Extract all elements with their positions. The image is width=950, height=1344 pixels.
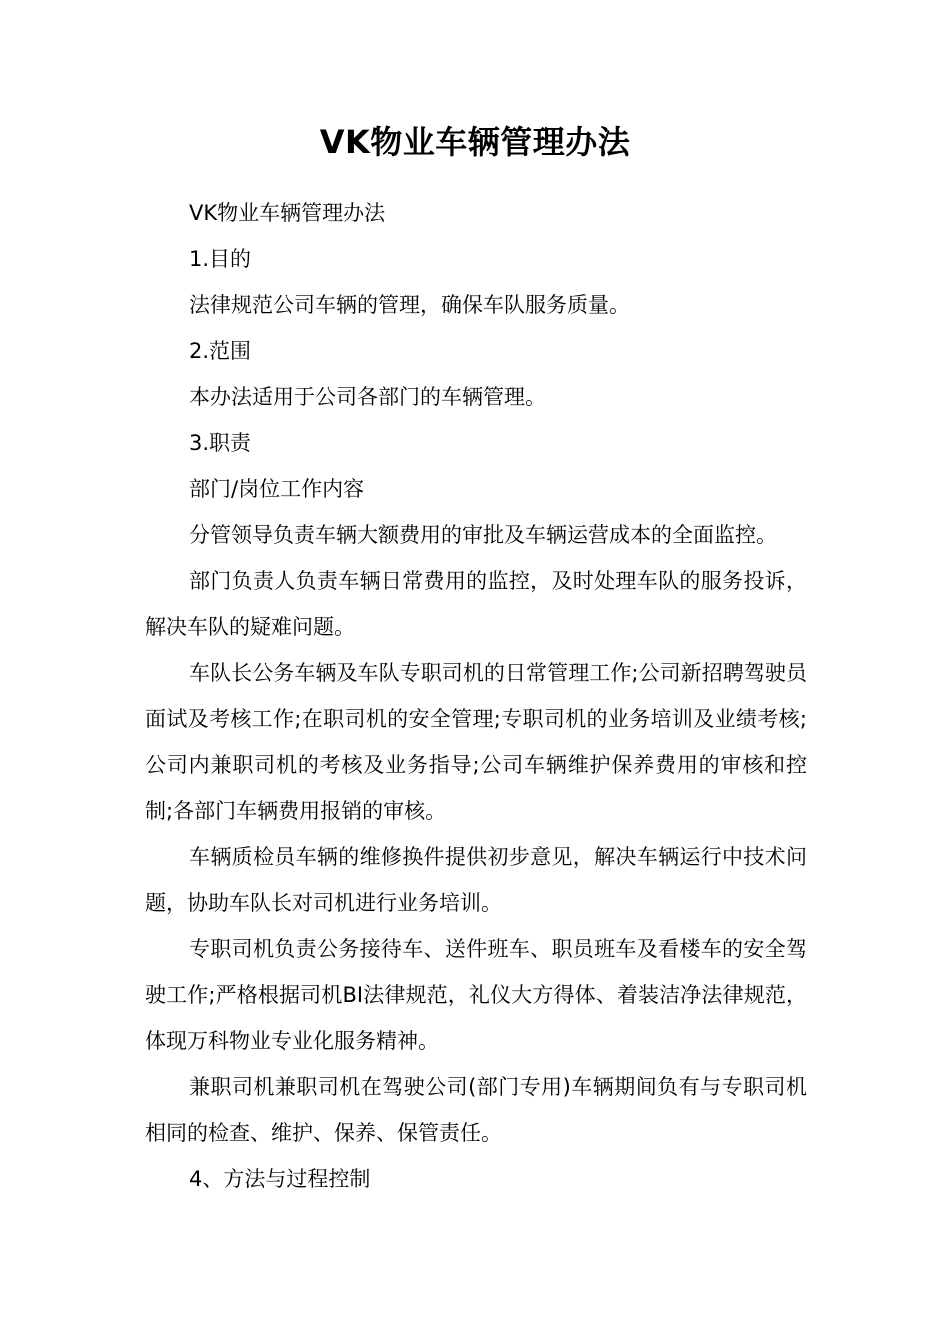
paragraph-duty-parttime-driver: 兼职司机兼职司机在驾驶公司(部门专用)车辆期间负有与专职司机相同的检查、维护、保养、保管责任。	[145, 1075, 807, 1145]
document-title: VK物业车辆管理办法	[319, 123, 631, 161]
paragraph-duty-inspector: 车辆质检员车辆的维修换件提供初步意见，解决车辆运行中技术问题，协助车队长对司机进行业务培训。	[145, 845, 807, 915]
paragraph-heading-repeat: VK物业车辆管理办法	[189, 201, 386, 225]
section-heading-purpose: 1.目的	[189, 247, 252, 271]
paragraph-duty-fulltime-driver: 专职司机负责公务接待车、送件班车、职员班车及看楼车的安全驾驶工作;严格根据司机BI法律规范，礼仪大方得体、着装洁净法律规范，体现万科物业专业化服务精神。	[145, 937, 807, 1053]
paragraph-duty-leader: 分管领导负责车辆大额费用的审批及车辆运营成本的全面监控。	[189, 523, 777, 547]
paragraph-duty-fleet-captain: 车队长公务车辆及车队专职司机的日常管理工作;公司新招聘驾驶员面试及考核工作;在职司机的安全管理;专职司机的业务培训及业绩考核;公司内兼职司机的考核及业务指导;公司车辆维护保养费用的审核和控制;各部门车辆费用报销的审核。	[145, 661, 807, 823]
document-body	[145, 190, 807, 1202]
section-heading-scope: 2.范围	[189, 339, 252, 363]
paragraph-purpose: 法律规范公司车辆的管理，确保车队服务质量。	[189, 293, 630, 317]
paragraph-duty-department-head: 部门负责人负责车辆日常费用的监控，及时处理车队的服务投诉，解决车队的疑难问题。	[145, 569, 807, 639]
paragraph-duties-header: 部门/岗位工作内容	[189, 477, 365, 501]
section-heading-methods: 4、方法与过程控制	[189, 1167, 371, 1191]
paragraph-scope: 本办法适用于公司各部门的车辆管理。	[189, 385, 546, 409]
section-heading-duties: 3.职责	[189, 431, 252, 455]
